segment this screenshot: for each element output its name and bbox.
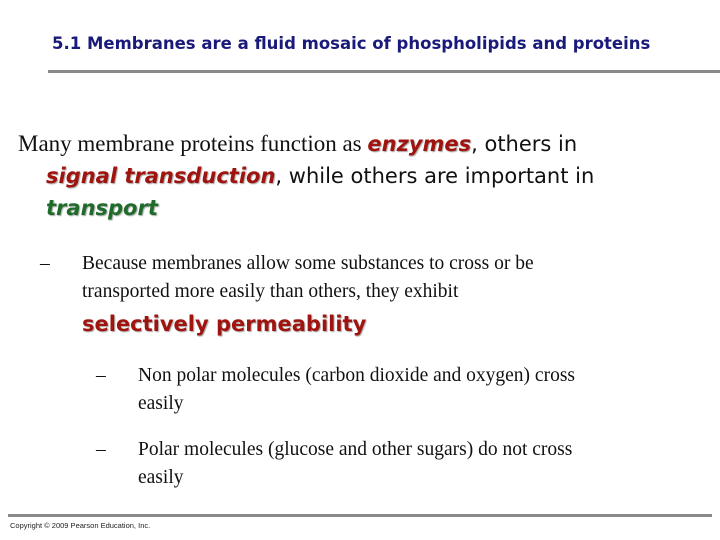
- bullet-dash: –: [40, 253, 50, 274]
- term-enzymes: enzymes: [367, 132, 472, 156]
- main-line-2: [18, 160, 708, 192]
- bullet-line: Polar molecules (glucose and other sugars) do not cross: [138, 439, 573, 460]
- bullet-polar: [96, 436, 710, 492]
- bullet-line: easily: [138, 393, 184, 414]
- bullet-dash: –: [96, 365, 106, 386]
- bullet-line: easily: [138, 467, 184, 488]
- bullet-line: Because membranes allow some substances to cross or be: [82, 253, 534, 274]
- main-line-1: [18, 128, 708, 160]
- bullet-body: [40, 250, 710, 342]
- bullet-body: [96, 436, 710, 492]
- bullet-selective-permeability: [40, 250, 710, 342]
- slide-title: 5.1 Membranes are a fluid mosaic of phospholipids and proteins: [52, 34, 651, 53]
- term-transport: transport: [46, 196, 158, 220]
- main-line-1-text: Many membrane proteins function as: [18, 131, 368, 156]
- bullet-line: transported more easily than others, they exhibit: [82, 281, 459, 302]
- term-selectively-permeability: selectively permeability: [82, 312, 367, 336]
- title-divider: [48, 70, 720, 73]
- main-paragraph: [18, 128, 708, 224]
- footer-divider: [8, 514, 712, 517]
- bullet-body: [96, 362, 710, 418]
- main-line-1-rest: , others in: [471, 132, 578, 156]
- bullet-non-polar: [96, 362, 710, 418]
- bullet-dash: –: [96, 439, 106, 460]
- bullet-line: Non polar molecules (carbon dioxide and oxygen) cross: [138, 365, 575, 386]
- copyright-footer: Copyright © 2009 Pearson Education, Inc.: [10, 521, 151, 530]
- term-signal-transduction: signal transduction: [46, 164, 276, 188]
- main-line-2-rest: , while others are important in: [275, 164, 595, 188]
- main-line-3: [18, 192, 708, 224]
